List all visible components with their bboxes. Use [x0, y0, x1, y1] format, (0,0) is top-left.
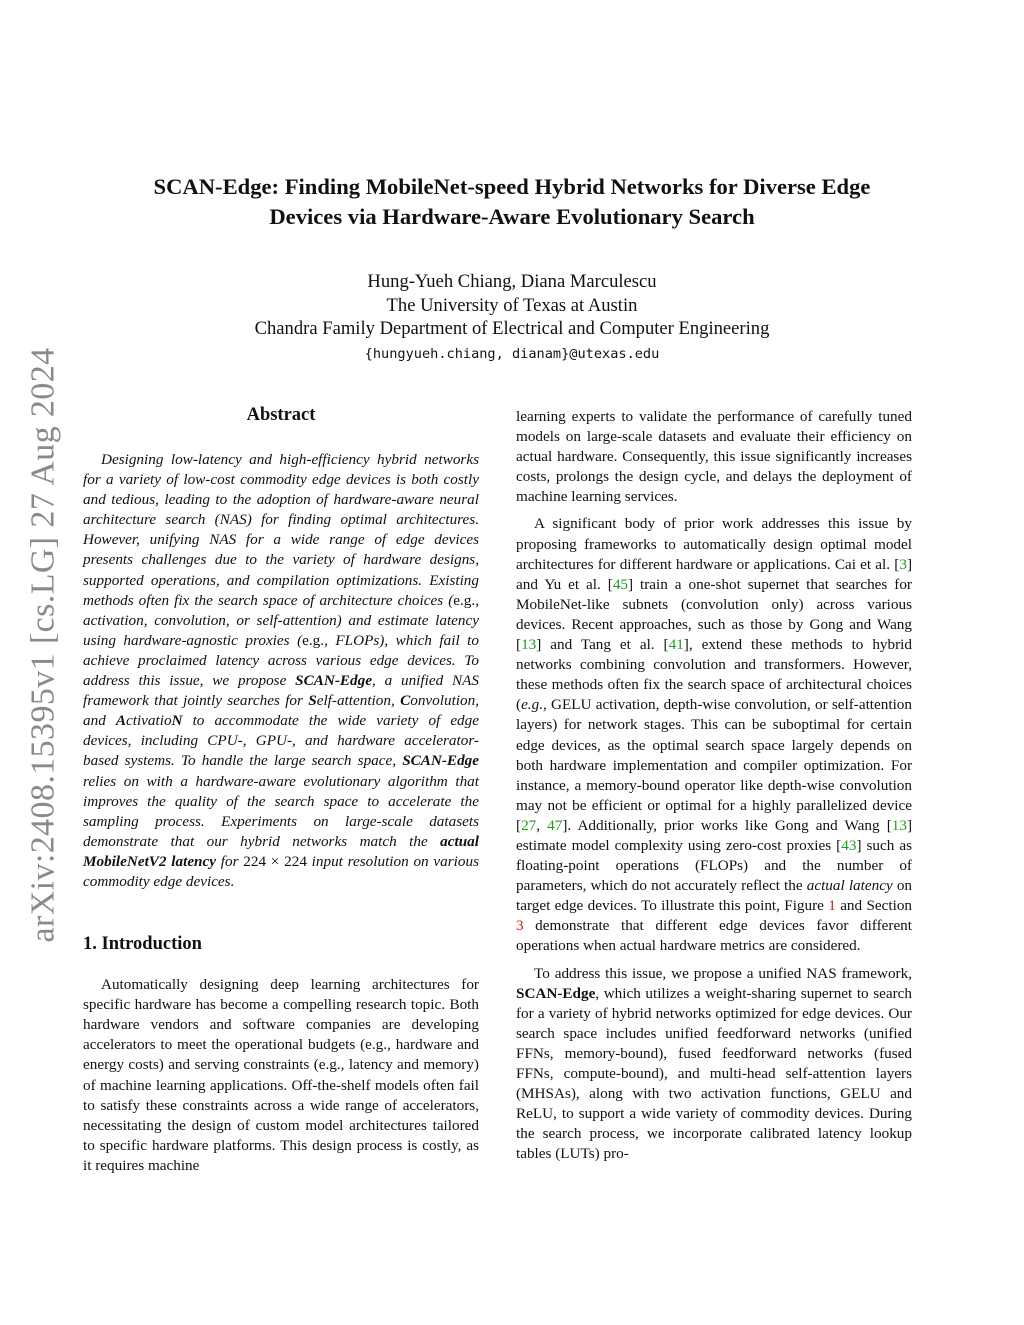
abstract-text: , FLOPs), which fail to achieve proclaimed latency across various edge devices. To address this issue, we propose	[83, 631, 479, 690]
abstract-text: , a unified NAS framework that jointly searches for	[83, 672, 479, 710]
acronym-letter: S	[308, 692, 317, 710]
right-paragraph-1: learning experts to validate the performance of carefully tuned models on large-scale datasets and evaluate their efficiency on actual hardware. Consequently, this issue significantly increases costs, prolongs the design cycle, and delays the deployment of machine learning services.	[516, 408, 912, 506]
abstract-math: 224 × 224	[243, 852, 307, 870]
abstract-heading: Abstract	[246, 405, 316, 425]
citation-link[interactable]: 43	[841, 836, 857, 854]
title-line-2: Devices via Hardware-Aware Evolutionary Search	[269, 204, 755, 229]
body-text: GELU activation, depth-wise convolution, or self-attention layers) for network stages. This can be suboptimal for certain edge devices, as the optimal search space largely depends on both hardware implementation and compiler optimization. For instance, a memory-bound operator like depth-wise convolution may not be efficient or optimal for a highly parallelized device [	[516, 696, 912, 834]
emphasis-actual-latency: actual latency	[806, 877, 893, 895]
abstract-text: Designing low-latency and high-efficiency hybrid networks for a variety of low-cost commodity edge devices is both costly and tedious, leading to the adoption of hardware-aware neural architecture search (NAS) for finding optimal architectures. However, unifying NAS for a wide range of edge devices presents challenges due to the variety of hardware designs, supported operations, and compilation optimizations. Existing methods often fix the search space of architecture choices (	[83, 451, 479, 609]
abstract-eg: e.g.	[453, 591, 476, 609]
abstract-eg: e.g.	[302, 631, 325, 649]
body-text: ]. Additionally, prior works like Gong and Wang [	[562, 816, 892, 834]
author-email: {hungyueh.chiang, dianam}@utexas.edu	[364, 345, 660, 362]
body-text: ], extend these methods to hybrid networks combining convolution and transformers. However, these methods often fix the search space of architectural choices (	[516, 636, 912, 714]
abstract-text: ctivatio	[125, 712, 172, 730]
citation-separator: ,	[536, 816, 548, 834]
body-text: ] and Tang et al. [	[536, 636, 669, 654]
abstract-text: relies on with a hardware-aware evolutionary algorithm that improves the quality of the search space to accelerate the sampling process. Experiments on large-scale datasets demonstrate that our hybrid networks match the	[83, 772, 479, 850]
acronym-letter: C	[400, 692, 411, 710]
body-text: A significant body of prior work addresses this issue by proposing frameworks to automatically design optimal model architectures for different hardware or applications. Cai et al. [	[516, 515, 912, 573]
author-names: Hung-Yueh Chiang, Diana Marculescu	[367, 271, 657, 292]
body-eg: e.g.,	[521, 696, 547, 714]
citation-link[interactable]: 13	[891, 816, 907, 834]
body-text: ] estimate model complexity using zero-cost proxies [	[516, 816, 912, 854]
abstract-paragraph	[83, 450, 479, 892]
intro-paragraph: Automatically designing deep learning architectures for specific hardware has become a compelling research topic. Both hardware vendors and software companies are developing accelerators to meet the operational budgets (e.g., hardware and energy costs) and serving constraints (e.g., latency and memory) of machine learning applications. Off-the-shelf models often fail to satisfy these constraints across a wide range of accelerators, necessitating the design of custom model architectures tailored to specific hardware platforms. This design process is costly, as it requires machine	[83, 976, 479, 1174]
right-column	[516, 407, 912, 1164]
left-column	[83, 404, 479, 1176]
method-name: SCAN-Edge	[295, 672, 372, 690]
body-text: To address this issue, we propose a unified NAS framework,	[534, 964, 912, 982]
method-name: SCAN-Edge	[516, 984, 596, 1002]
arxiv-stamp	[20, 347, 68, 943]
affiliation-university: The University of Texas at Austin	[386, 294, 638, 316]
abstract-text: input resolution on various commodity edge devices.	[83, 852, 479, 890]
method-name: SCAN-Edge	[402, 752, 479, 770]
body-text: , which utilizes a weight-sharing supernet to search for a variety of hybrid networks optimized for edge devices. Our search space includes unified feedforward networks (unified FFNs, memory-bound), fused feedforward networks (fused FFNs, compute-bound), and multi-head self-attention layers (MHSAs), along with two activation functions, GELU and ReLU, to support a wide variety of commodity devices. During the search process, we incorporate calibrated latency lookup tables (LUTs) pro-	[516, 984, 912, 1163]
paper-title	[80, 172, 944, 232]
body-text: demonstrate that different edge devices favor different operations when actual hardware metrics are considered.	[516, 917, 912, 955]
body-text: ] train a one-shot supernet that searches for MobileNet-like subnets (convolution only) across various devices. Recent approaches, such as those by Gong and Wang [	[516, 575, 912, 654]
abstract-text: for	[216, 852, 244, 870]
right-paragraph-2	[516, 514, 912, 956]
right-paragraph-3	[516, 964, 912, 1165]
affiliation-department: Chandra Family Department of Electrical and Computer Engineering	[254, 318, 770, 339]
acronym-letter: N	[171, 712, 183, 730]
citation-link[interactable]: 41	[668, 636, 684, 654]
citation-link[interactable]: 27	[521, 816, 537, 834]
section-link[interactable]: 3	[516, 917, 524, 935]
citation-link[interactable]: 45	[612, 575, 629, 593]
acronym-letter: A	[115, 712, 126, 730]
citation-link[interactable]: 3	[899, 555, 907, 573]
body-text: and Section	[835, 897, 913, 915]
citation-link[interactable]: 13	[521, 636, 537, 654]
abstract-section	[83, 404, 479, 892]
citation-link[interactable]: 47	[547, 816, 563, 834]
abstract-text: , activation, convolution, or self-attention) and estimate latency using hardware-agnostic proxies (	[83, 591, 479, 649]
abstract-text: to accommodate the wide variety of edge devices, including CPU-, GPU-, and hardware accelerator-based systems. To handle the large search space,	[83, 712, 479, 770]
body-text: ] and Yu et al. [	[516, 555, 912, 593]
figure-link[interactable]: 1	[828, 897, 836, 915]
abstract-text: elf-attention,	[316, 692, 401, 710]
title-line-1: SCAN-Edge: Finding MobileNet-speed Hybrid Networks for Diverse Edge	[153, 174, 871, 199]
intro-heading: 1. Introduction	[83, 934, 202, 955]
abstract-text: onvolution, and	[83, 692, 479, 730]
author-block	[80, 270, 944, 366]
body-text: ] such as floating-point operations (FLOPs) and the number of parameters, which do not accurately reflect the	[516, 836, 912, 895]
abstract-bold-claim: actual MobileNetV2 latency	[83, 832, 479, 870]
arxiv-stamp-text: arXiv:2408.15395v1 [cs.LG] 27 Aug 2024	[25, 347, 62, 943]
body-text: on target edge devices. To illustrate this point, Figure	[516, 877, 913, 915]
